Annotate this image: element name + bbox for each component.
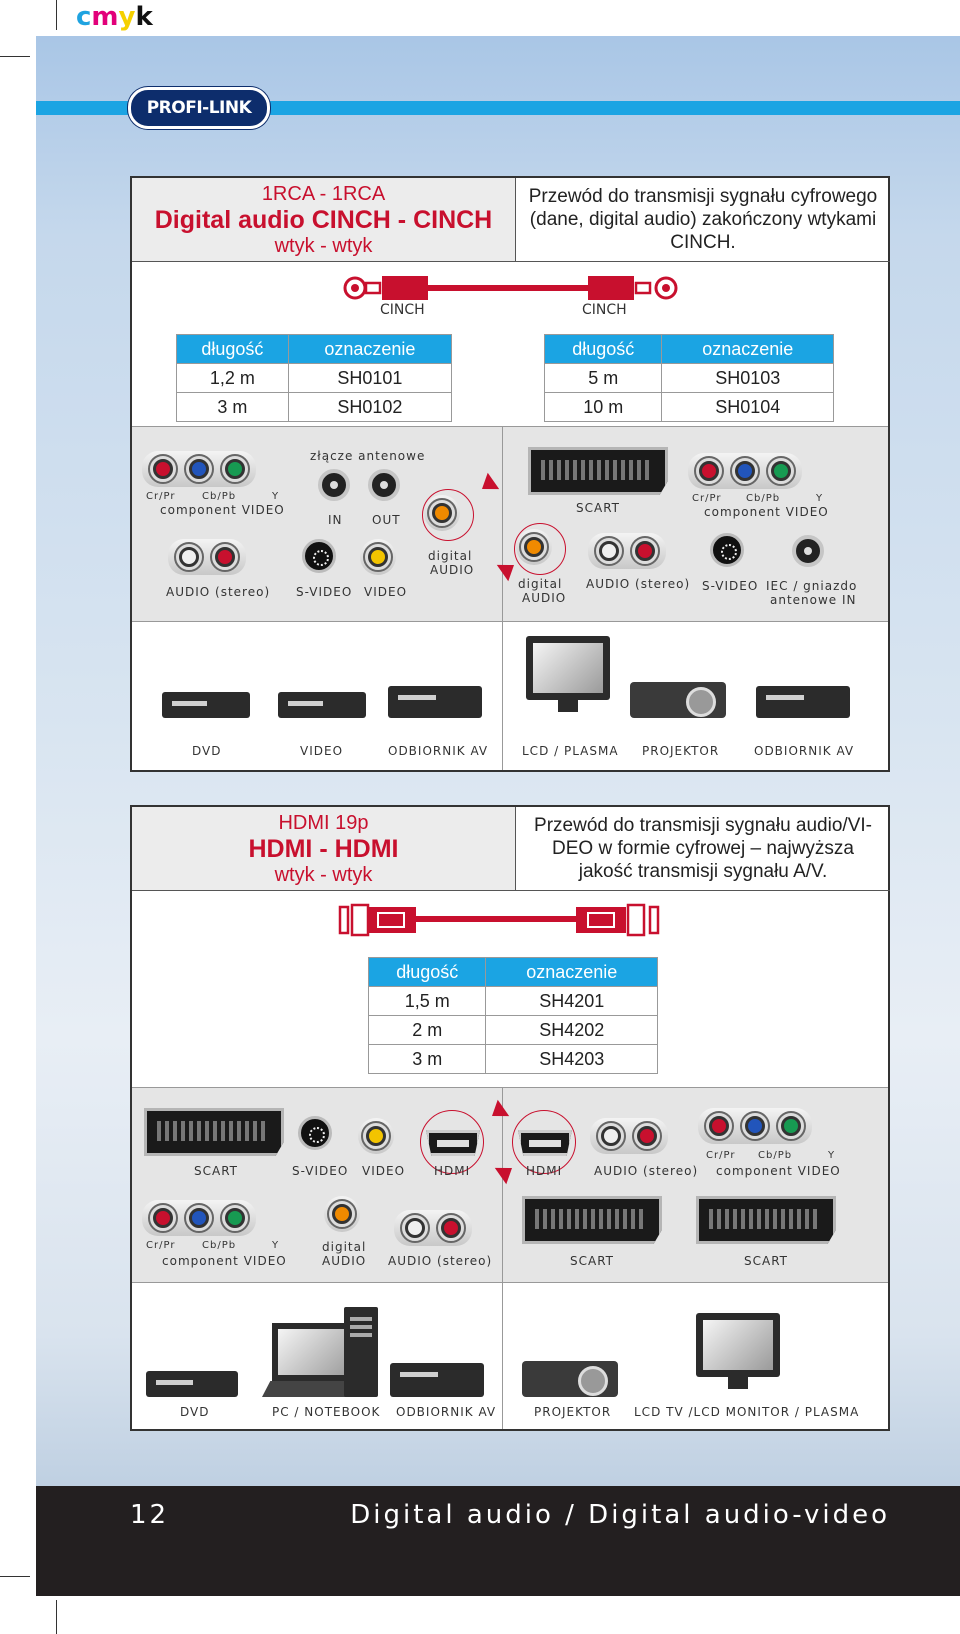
label-text: ODBIORNIK AV bbox=[396, 1405, 497, 1419]
label-text: 10 m bbox=[545, 393, 662, 422]
product-heading bbox=[132, 807, 516, 891]
table-row bbox=[177, 393, 452, 422]
label-text: AUDIO bbox=[430, 563, 475, 577]
label-text: Cb/Pb bbox=[758, 1150, 793, 1161]
page-number: 12 bbox=[130, 1500, 170, 1530]
lcd-monitor-icon bbox=[696, 1313, 780, 1377]
label-text: OUT bbox=[372, 513, 401, 527]
audio-stereo-label: AUDIO (stereo) bbox=[166, 585, 271, 599]
label-text: IEC / gniazdo bbox=[766, 579, 858, 593]
audio-stereo-jacks bbox=[394, 1210, 472, 1246]
label-text: AUDIO (stereo) bbox=[594, 1164, 699, 1178]
label-text: S-VIDEO bbox=[702, 579, 759, 593]
label-text: digital bbox=[518, 577, 563, 591]
audio-stereo-jacks bbox=[590, 1118, 668, 1154]
label-text: HDMI bbox=[526, 1164, 563, 1178]
table-row bbox=[369, 1016, 658, 1045]
table-row bbox=[177, 364, 452, 393]
pc-tower-icon bbox=[344, 1307, 378, 1397]
col-length: długość bbox=[177, 335, 289, 364]
product-panel-hdmi bbox=[130, 805, 890, 1431]
crop-mark bbox=[56, 0, 57, 30]
label-text: 2 m bbox=[369, 1016, 486, 1045]
product-title: HDMI - HDMI bbox=[248, 834, 399, 863]
iec-antenna-jack bbox=[792, 535, 824, 567]
brand-logo: PROFI-LINK bbox=[128, 87, 270, 129]
label-text: SCART bbox=[194, 1164, 238, 1178]
label-text: SH0101 bbox=[288, 364, 451, 393]
col-code: oznaczenie bbox=[662, 335, 834, 364]
spec-table-left bbox=[176, 334, 452, 422]
scart-socket bbox=[144, 1108, 284, 1156]
label-text: Cr/Pr bbox=[146, 1240, 176, 1251]
label-text: Cr/Pr bbox=[706, 1150, 736, 1161]
label-text: y bbox=[118, 2, 136, 32]
product-plug-type: wtyk - wtyk bbox=[274, 863, 373, 886]
label-text: c bbox=[76, 2, 92, 32]
cmyk-mark bbox=[76, 2, 153, 32]
hdmi-cable-illustration bbox=[338, 903, 662, 937]
label-text: DVD bbox=[192, 744, 222, 758]
av-receiver-icon bbox=[756, 686, 850, 718]
label-text: SCART bbox=[570, 1254, 614, 1268]
crop-mark bbox=[0, 56, 30, 57]
label-text: IN bbox=[328, 513, 343, 527]
label-text: AUDIO bbox=[522, 591, 567, 605]
svideo-jack bbox=[298, 1116, 332, 1150]
label-text: Y bbox=[272, 491, 280, 502]
spec-table bbox=[368, 957, 658, 1074]
label-text: Y bbox=[816, 493, 824, 504]
component-video-jacks bbox=[688, 453, 802, 489]
label-text: SH4201 bbox=[486, 987, 658, 1016]
spec-table-right bbox=[544, 334, 834, 422]
label-text: 3 m bbox=[369, 1045, 486, 1074]
product-plug-type: wtyk - wtyk bbox=[274, 234, 373, 257]
hdmi-port-icon bbox=[426, 1130, 480, 1156]
cinch-plug-label-left: CINCH bbox=[380, 302, 425, 318]
label-text: digital bbox=[428, 549, 473, 563]
table-row bbox=[545, 393, 834, 422]
label-text: component VIDEO bbox=[162, 1254, 287, 1268]
scart-socket bbox=[696, 1196, 836, 1244]
projector-icon bbox=[630, 682, 726, 718]
svideo-jack bbox=[710, 533, 744, 567]
label-text: SH0103 bbox=[662, 364, 834, 393]
col-length: długość bbox=[545, 335, 662, 364]
av-receiver-icon bbox=[388, 686, 482, 718]
label-text: 1,5 m bbox=[369, 987, 486, 1016]
video-jack bbox=[358, 1118, 394, 1154]
digital-audio-jack bbox=[324, 1196, 360, 1232]
col-length: długość bbox=[369, 958, 486, 987]
av-receiver-icon bbox=[390, 1363, 484, 1397]
product-panel-cinch bbox=[130, 176, 890, 772]
label-text: Cr/Pr bbox=[692, 493, 722, 504]
label-text: LCD TV /LCD MONITOR / PLASMA bbox=[634, 1405, 860, 1419]
label-text: AUDIO (stereo) bbox=[586, 577, 691, 591]
label-text: antenowe IN bbox=[770, 593, 857, 607]
product-description: Przewód do transmisji sygnału cyfrowego (dane, digital audio) zakończony wtykami CINCH. bbox=[516, 178, 890, 262]
component-video-jacks bbox=[142, 451, 256, 487]
label-text: SH4203 bbox=[486, 1045, 658, 1074]
label-text: PROJEKTOR bbox=[642, 744, 720, 758]
product-subtitle: 1RCA - 1RCA bbox=[261, 182, 386, 205]
label-text: digital bbox=[322, 1240, 367, 1254]
label-text: Cb/Pb bbox=[202, 491, 237, 502]
label-text: PC / NOTEBOOK bbox=[272, 1405, 381, 1419]
dvd-device-icon bbox=[162, 692, 250, 718]
component-video-label: component VIDEO bbox=[160, 503, 285, 517]
label-text: SH0102 bbox=[288, 393, 451, 422]
component-video-jacks bbox=[142, 1200, 256, 1236]
label-text: VIDEO bbox=[364, 585, 408, 599]
svideo-jack bbox=[302, 539, 336, 573]
label-text: 3 m bbox=[177, 393, 289, 422]
devices-row bbox=[132, 622, 888, 770]
label-text: VIDEO bbox=[300, 744, 344, 758]
video-device-icon bbox=[278, 692, 366, 718]
product-title: Digital audio CINCH - CINCH bbox=[154, 205, 493, 234]
table-row bbox=[369, 1045, 658, 1074]
component-video-jacks bbox=[698, 1108, 812, 1144]
table-row bbox=[369, 987, 658, 1016]
hdmi-port-icon bbox=[518, 1130, 572, 1156]
label-text: HDMI bbox=[434, 1164, 471, 1178]
label-text: k bbox=[135, 2, 153, 32]
col-code: oznaczenie bbox=[288, 335, 451, 364]
label-text: SCART bbox=[576, 501, 620, 515]
label-text: 1,2 m bbox=[177, 364, 289, 393]
product-heading bbox=[132, 178, 516, 262]
label-text: SH0104 bbox=[662, 393, 834, 422]
digital-audio-jack bbox=[516, 529, 552, 565]
antenna-out-jack bbox=[368, 469, 400, 501]
label-text: ODBIORNIK AV bbox=[754, 744, 855, 758]
col-code: oznaczenie bbox=[486, 958, 658, 987]
antenna-in-jack bbox=[318, 469, 350, 501]
scart-socket bbox=[528, 447, 668, 495]
cinch-plug-label-right: CINCH bbox=[582, 302, 627, 318]
label-text: 5 m bbox=[545, 364, 662, 393]
label-text: Cb/Pb bbox=[746, 493, 781, 504]
crop-mark bbox=[0, 1576, 30, 1577]
devices-row bbox=[132, 1283, 888, 1429]
audio-stereo-jacks bbox=[168, 539, 246, 575]
label-text: SH4202 bbox=[486, 1016, 658, 1045]
label-text: Cb/Pb bbox=[202, 1240, 237, 1251]
label-text: Y bbox=[272, 1240, 280, 1251]
projector-icon bbox=[522, 1361, 618, 1397]
antenna-label: złącze antenowe bbox=[310, 449, 426, 463]
label-text: ODBIORNIK AV bbox=[388, 744, 489, 758]
audio-stereo-jacks bbox=[588, 533, 666, 569]
digital-audio-jack bbox=[424, 495, 460, 531]
label-text: component VIDEO bbox=[704, 505, 829, 519]
label-text: AUDIO bbox=[322, 1254, 367, 1268]
dvd-device-icon bbox=[146, 1371, 238, 1397]
label-text: m bbox=[91, 2, 119, 32]
connectors-area bbox=[132, 426, 888, 622]
product-description: Przewód do transmisji sygnału audio/VI-DEO w formie cyfrowej – najwyższa jakość transmisji sygnału A/V. bbox=[516, 807, 890, 891]
label-text: component VIDEO bbox=[716, 1164, 841, 1178]
connectors-area bbox=[132, 1087, 888, 1283]
label-text: S-VIDEO bbox=[296, 585, 353, 599]
label-text: LCD / PLASMA bbox=[522, 744, 619, 758]
product-subtitle: HDMI 19p bbox=[278, 811, 369, 834]
label-text: VIDEO bbox=[362, 1164, 406, 1178]
label-text: S-VIDEO bbox=[292, 1164, 349, 1178]
label-text: SCART bbox=[744, 1254, 788, 1268]
scart-socket bbox=[522, 1196, 662, 1244]
label-text: Cr/Pr bbox=[146, 491, 176, 502]
crop-mark bbox=[56, 1600, 57, 1634]
table-row bbox=[545, 364, 834, 393]
lcd-plasma-icon bbox=[526, 636, 610, 700]
label-text: AUDIO (stereo) bbox=[388, 1254, 493, 1268]
footer-title: Digital audio / Digital audio-video bbox=[350, 1500, 890, 1530]
label-text: DVD bbox=[180, 1405, 210, 1419]
label-text: PROJEKTOR bbox=[534, 1405, 612, 1419]
video-jack bbox=[360, 539, 396, 575]
label-text: Y bbox=[828, 1150, 836, 1161]
